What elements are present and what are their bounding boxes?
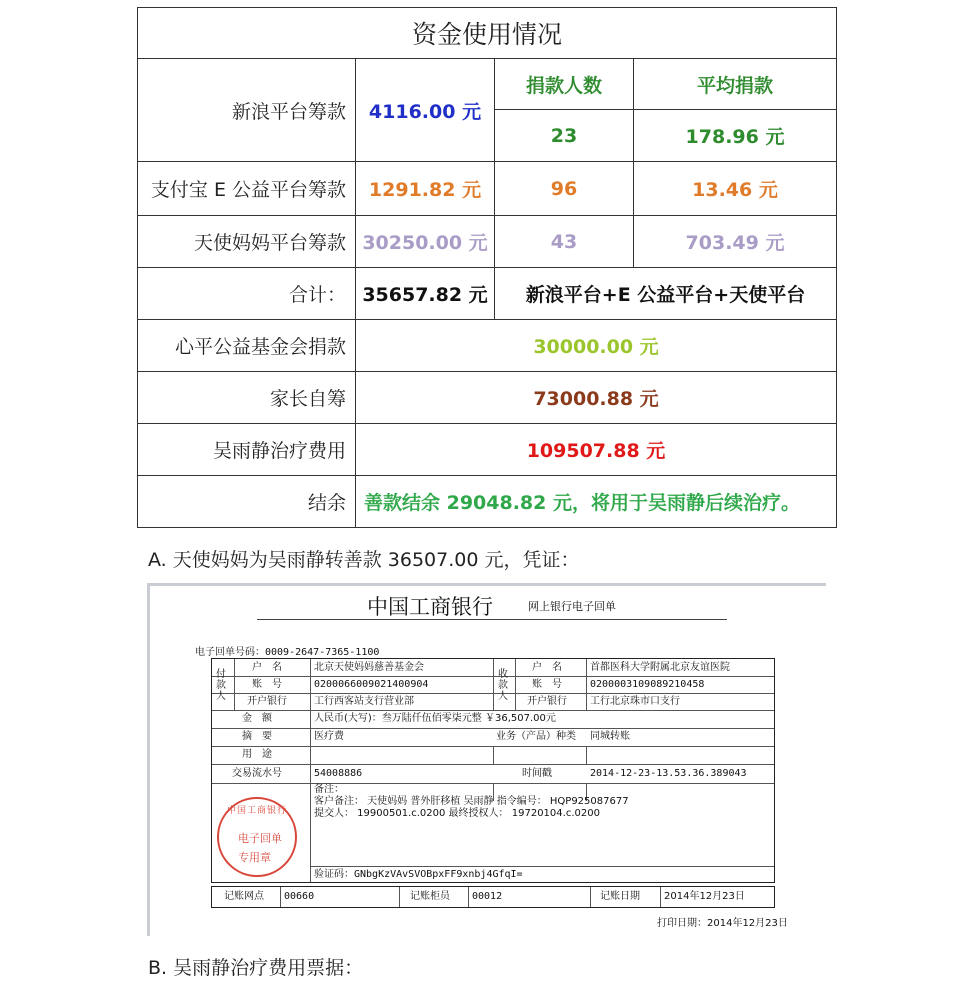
timestamp-value: 2014-12-23-13.53.36.389043 xyxy=(590,768,747,779)
header-donors: 捐款人数 xyxy=(495,59,634,110)
remark-line-2: 提交人： 19900501.c.0200 最终授权人： 19720104.c.0200 xyxy=(314,808,600,819)
total-note: 新浪平台+E 公益平台+天使平台 xyxy=(495,268,837,320)
row-label-sina: 新浪平台筹款 xyxy=(138,59,356,162)
sina-average: 178.96 元 xyxy=(634,110,837,162)
row-label-total: 合计： xyxy=(138,268,356,320)
title-underline xyxy=(257,619,727,620)
bank-subtitle: 网上银行电子回单 xyxy=(528,600,616,613)
business-type-label: 业务（产品）种类 xyxy=(496,731,576,742)
teller-value: 00012 xyxy=(472,891,503,902)
caption-a: A. 天使妈妈为吴雨静转善款 36507.00 元，凭证： xyxy=(148,549,580,571)
grid-line xyxy=(493,659,494,710)
grid-line xyxy=(234,659,235,710)
payee-account: 0200003109089210458 xyxy=(590,679,705,690)
payee-name: 首都医科大学附属北京友谊医院 xyxy=(590,662,730,673)
row-label-angel: 天使妈妈平台筹款 xyxy=(138,216,356,268)
amount-label: 金 额 xyxy=(242,713,272,724)
fund-usage-table xyxy=(137,7,837,528)
bank-receipt xyxy=(147,583,826,936)
site-value: 00660 xyxy=(284,891,315,902)
payee-account-label: 账 号 xyxy=(532,679,562,690)
serial-value: 54008886 xyxy=(314,768,363,779)
grid-line xyxy=(586,659,587,710)
accounting-bar xyxy=(211,886,775,908)
angel-donors: 43 xyxy=(495,216,634,268)
payer-account: 0200066009021400904 xyxy=(314,679,429,690)
date-label: 记账日期 xyxy=(600,891,640,902)
payee-bank: 工行北京珠市口支行 xyxy=(590,696,680,707)
alipay-donors: 96 xyxy=(495,162,634,216)
business-type-value: 同城转账 xyxy=(590,731,630,742)
use-label: 用 途 xyxy=(242,749,272,760)
alipay-amount: 1291.82 元 xyxy=(356,162,495,216)
xinping-amount: 30000.00 元 xyxy=(356,320,837,372)
header-average: 平均捐款 xyxy=(634,59,837,110)
voucher-grid xyxy=(211,658,775,883)
grid-line xyxy=(515,659,516,710)
payer-name: 北京天使妈妈慈善基金会 xyxy=(314,662,424,673)
site-label: 记账网点 xyxy=(224,891,264,902)
grid-line xyxy=(660,887,661,907)
angel-amount: 30250.00 元 xyxy=(356,216,495,268)
payer-name-label: 户 名 xyxy=(252,662,282,673)
payee-side-label: 收款人 xyxy=(498,669,508,702)
seal-line-1: 电子回单 xyxy=(238,832,282,845)
grid-line xyxy=(280,887,281,907)
sina-amount: 4116.00 元 xyxy=(356,59,495,162)
grid-line xyxy=(310,659,311,882)
grid-line xyxy=(590,887,591,907)
total-amount: 35657.82 元 xyxy=(356,268,495,320)
seal-ring-text: 中国工商银行 xyxy=(227,806,288,816)
amount-value: 人民币(大写)：叁万陆仟伍佰零柒元整 ￥36,507.00元 xyxy=(314,713,556,724)
alipay-average: 13.46 元 xyxy=(634,162,837,216)
grid-line xyxy=(468,887,469,907)
remark-line-1: 客户备注： 天使妈妈 普外肝移植 吴雨静 指令编号： HQP925087677 xyxy=(314,796,629,807)
balance-text: 善款结余 29048.82 元，将用于吴雨静后续治疗。 xyxy=(356,476,837,528)
row-label-parents: 家长自筹 xyxy=(138,372,356,424)
parents-amount: 73000.88 元 xyxy=(356,372,837,424)
table-title: 资金使用情况 xyxy=(138,8,837,59)
receipt-number-value: 0009-2647-7365-1100 xyxy=(265,647,380,658)
payer-account-label: 账 号 xyxy=(252,679,282,690)
seal-line-2: 专用章 xyxy=(238,851,271,864)
date-value: 2014年12月23日 xyxy=(664,891,745,902)
receipt-top-border xyxy=(147,583,826,586)
payer-bank-label: 开户银行 xyxy=(247,696,287,707)
verify-code-value: GNbgKzVAvSVOBpxFF9xnbj4GfqI= xyxy=(354,869,523,880)
bank-name: 中国工商银行 xyxy=(367,595,493,619)
grid-line xyxy=(212,728,774,729)
row-label-alipay: 支付宝 E 公益平台筹款 xyxy=(138,162,356,216)
angel-average: 703.49 元 xyxy=(634,216,837,268)
sina-donors: 23 xyxy=(495,110,634,162)
receipt-left-border xyxy=(147,583,150,936)
row-label-cost: 吴雨静治疗费用 xyxy=(138,424,356,476)
summary-label: 摘 要 xyxy=(242,731,272,742)
payer-bank: 工行西客站支行营业部 xyxy=(314,696,414,707)
verify-code-label: 验证码： xyxy=(314,869,354,880)
grid-line xyxy=(493,746,494,764)
payer-side-label: 付款人 xyxy=(216,669,226,702)
grid-line xyxy=(399,887,400,907)
timestamp-label: 时间戳 xyxy=(522,768,552,779)
verify-code xyxy=(314,867,523,883)
row-label-balance: 结余 xyxy=(138,476,356,528)
grid-line xyxy=(212,764,774,765)
caption-b: B. 吴雨静治疗费用票据： xyxy=(148,957,364,979)
summary-value: 医疗费 xyxy=(314,731,344,742)
receipt-number xyxy=(195,643,379,658)
row-label-xinping: 心平公益基金会捐款 xyxy=(138,320,356,372)
serial-label: 交易流水号 xyxy=(232,768,282,779)
grid-line xyxy=(586,746,587,764)
remark-label: 备注： xyxy=(314,784,344,795)
cost-amount: 109507.88 元 xyxy=(356,424,837,476)
payee-name-label: 户 名 xyxy=(532,662,562,673)
payee-bank-label: 开户银行 xyxy=(527,696,567,707)
bank-seal-stamp xyxy=(217,797,297,877)
receipt-number-label: 电子回单号码： xyxy=(195,647,265,658)
print-date: 打印日期：2014年12月23日 xyxy=(657,918,788,929)
teller-label: 记账柜员 xyxy=(410,891,450,902)
